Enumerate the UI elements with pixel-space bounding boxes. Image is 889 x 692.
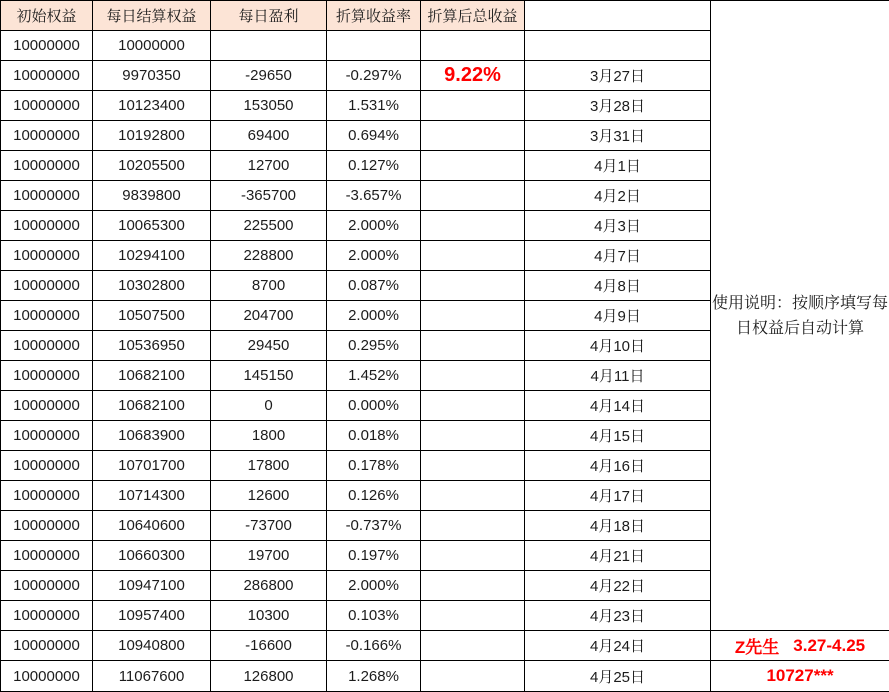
header-cell-converted-return-rate[interactable]: 折算收益率 bbox=[327, 1, 421, 31]
cell-converted-return-rate[interactable]: 2.000% bbox=[327, 571, 421, 601]
cell-date[interactable]: 4月22日 bbox=[525, 571, 711, 601]
cell-daily-profit[interactable]: 29450 bbox=[211, 331, 327, 361]
cell-converted-total-return[interactable] bbox=[421, 271, 525, 301]
cell-daily-profit[interactable]: 17800 bbox=[211, 451, 327, 481]
cell-converted-total-return[interactable] bbox=[421, 631, 525, 661]
cell-initial-equity[interactable]: 10000000 bbox=[1, 91, 93, 121]
cell-converted-total-return[interactable] bbox=[421, 451, 525, 481]
cell-daily-profit[interactable]: 19700 bbox=[211, 541, 327, 571]
cell-daily-profit[interactable]: 8700 bbox=[211, 271, 327, 301]
cell-daily-settlement-equity[interactable]: 10682100 bbox=[93, 361, 211, 391]
cell-converted-total-return[interactable] bbox=[421, 541, 525, 571]
header-cell-date-empty[interactable] bbox=[525, 1, 711, 31]
cell-daily-profit[interactable]: 10300 bbox=[211, 601, 327, 631]
cell-converted-return-rate[interactable] bbox=[327, 31, 421, 61]
cell-date[interactable] bbox=[525, 31, 711, 61]
cell-daily-settlement-equity[interactable]: 10940800 bbox=[93, 631, 211, 661]
cell-date[interactable]: 4月21日 bbox=[525, 541, 711, 571]
footer-account-number: 10727*** bbox=[766, 666, 834, 685]
cell-converted-total-return[interactable] bbox=[421, 241, 525, 271]
cell-daily-settlement-equity[interactable]: 10701700 bbox=[93, 451, 211, 481]
cell-daily-settlement-equity[interactable]: 11067600 bbox=[93, 661, 211, 691]
cell-initial-equity[interactable]: 10000000 bbox=[1, 211, 93, 241]
cell-converted-total-return[interactable] bbox=[421, 301, 525, 331]
cell-daily-profit[interactable]: -29650 bbox=[211, 61, 327, 91]
cell-daily-profit[interactable]: 286800 bbox=[211, 571, 327, 601]
cell-initial-equity[interactable]: 10000000 bbox=[1, 61, 93, 91]
cell-initial-equity[interactable]: 10000000 bbox=[1, 151, 93, 181]
cell-initial-equity[interactable]: 10000000 bbox=[1, 271, 93, 301]
cell-initial-equity[interactable]: 10000000 bbox=[1, 121, 93, 151]
cell-date[interactable]: 3月31日 bbox=[525, 121, 711, 151]
footer-owner-name: Z先生 bbox=[734, 638, 780, 657]
cell-daily-settlement-equity[interactable]: 9970350 bbox=[93, 61, 211, 91]
cell-converted-total-return[interactable] bbox=[421, 91, 525, 121]
cell-converted-return-rate[interactable]: -0.297% bbox=[327, 61, 421, 91]
cell-daily-profit[interactable]: 0 bbox=[211, 391, 327, 421]
cell-date[interactable]: 4月23日 bbox=[525, 601, 711, 631]
cell-converted-return-rate[interactable]: 2.000% bbox=[327, 301, 421, 331]
cell-daily-profit[interactable]: 69400 bbox=[211, 121, 327, 151]
cell-initial-equity[interactable]: 10000000 bbox=[1, 31, 93, 61]
cell-converted-total-return[interactable]: 9.22% bbox=[421, 61, 525, 91]
usage-note-line-2: 日权益后自动计算 bbox=[735, 319, 864, 337]
usage-note-line-1: 使用说明：按顺序填写每 bbox=[711, 294, 888, 312]
cell-daily-profit[interactable]: -73700 bbox=[211, 511, 327, 541]
cell-converted-total-return[interactable] bbox=[421, 661, 525, 691]
cell-daily-profit[interactable]: 228800 bbox=[211, 241, 327, 271]
cell-daily-settlement-equity[interactable]: 9839800 bbox=[93, 181, 211, 211]
cell-converted-return-rate[interactable]: 0.103% bbox=[327, 601, 421, 631]
cell-daily-profit[interactable]: 126800 bbox=[211, 661, 327, 691]
usage-note-cell[interactable] bbox=[711, 1, 889, 631]
cell-initial-equity[interactable]: 10000000 bbox=[1, 631, 93, 661]
cell-daily-settlement-equity[interactable]: 10640600 bbox=[93, 511, 211, 541]
cell-date[interactable]: 4月7日 bbox=[525, 241, 711, 271]
cell-daily-profit[interactable]: 12700 bbox=[211, 151, 327, 181]
cell-daily-settlement-equity[interactable]: 10714300 bbox=[93, 481, 211, 511]
header-cell-daily-settlement-equity[interactable]: 每日结算权益 bbox=[93, 1, 211, 31]
cell-date[interactable]: 4月1日 bbox=[525, 151, 711, 181]
cell-converted-total-return[interactable] bbox=[421, 121, 525, 151]
cell-converted-return-rate[interactable]: 0.018% bbox=[327, 421, 421, 451]
cell-converted-total-return[interactable] bbox=[421, 361, 525, 391]
cell-converted-return-rate[interactable]: -0.737% bbox=[327, 511, 421, 541]
cell-daily-settlement-equity[interactable]: 10192800 bbox=[93, 121, 211, 151]
cell-daily-profit[interactable]: 153050 bbox=[211, 91, 327, 121]
cell-daily-profit[interactable]: -16600 bbox=[211, 631, 327, 661]
cell-daily-profit[interactable]: 204700 bbox=[211, 301, 327, 331]
cell-date[interactable]: 3月28日 bbox=[525, 91, 711, 121]
cell-converted-return-rate[interactable]: 0.197% bbox=[327, 541, 421, 571]
cell-initial-equity[interactable]: 10000000 bbox=[1, 661, 93, 691]
cell-date[interactable]: 4月24日 bbox=[525, 631, 711, 661]
cell-initial-equity[interactable]: 10000000 bbox=[1, 421, 93, 451]
cell-date[interactable]: 4月14日 bbox=[525, 391, 711, 421]
cell-converted-total-return[interactable] bbox=[421, 181, 525, 211]
cell-daily-profit[interactable] bbox=[211, 31, 327, 61]
cell-converted-return-rate[interactable]: 0.087% bbox=[327, 271, 421, 301]
cell-initial-equity[interactable]: 10000000 bbox=[1, 481, 93, 511]
cell-date[interactable]: 4月18日 bbox=[525, 511, 711, 541]
cell-date[interactable]: 4月3日 bbox=[525, 211, 711, 241]
cell-initial-equity[interactable]: 10000000 bbox=[1, 601, 93, 631]
cell-converted-total-return[interactable] bbox=[421, 391, 525, 421]
cell-daily-settlement-equity[interactable]: 10294100 bbox=[93, 241, 211, 271]
cell-date[interactable]: 4月9日 bbox=[525, 301, 711, 331]
cell-daily-settlement-equity[interactable]: 10682100 bbox=[93, 391, 211, 421]
cell-daily-settlement-equity[interactable]: 10507500 bbox=[93, 301, 211, 331]
cell-converted-return-rate[interactable]: 0.694% bbox=[327, 121, 421, 151]
cell-initial-equity[interactable]: 10000000 bbox=[1, 391, 93, 421]
cell-converted-return-rate[interactable]: 0.178% bbox=[327, 451, 421, 481]
cell-initial-equity[interactable]: 10000000 bbox=[1, 241, 93, 271]
cell-initial-equity[interactable]: 10000000 bbox=[1, 181, 93, 211]
cell-daily-settlement-equity[interactable]: 10065300 bbox=[93, 211, 211, 241]
cell-date[interactable]: 4月16日 bbox=[525, 451, 711, 481]
cell-daily-settlement-equity[interactable]: 10947100 bbox=[93, 571, 211, 601]
cell-initial-equity[interactable]: 10000000 bbox=[1, 301, 93, 331]
header-cell-initial-equity[interactable]: 初始权益 bbox=[1, 1, 93, 31]
cell-converted-return-rate[interactable]: 1.531% bbox=[327, 91, 421, 121]
cell-converted-total-return[interactable] bbox=[421, 421, 525, 451]
cell-converted-return-rate[interactable]: 0.000% bbox=[327, 391, 421, 421]
cell-daily-settlement-equity[interactable]: 10683900 bbox=[93, 421, 211, 451]
cell-daily-profit[interactable]: 1800 bbox=[211, 421, 327, 451]
cell-initial-equity[interactable]: 10000000 bbox=[1, 511, 93, 541]
cell-converted-return-rate[interactable]: 1.268% bbox=[327, 661, 421, 691]
cell-converted-return-rate[interactable]: 1.452% bbox=[327, 361, 421, 391]
cell-initial-equity[interactable]: 10000000 bbox=[1, 361, 93, 391]
footer-owner-cell[interactable] bbox=[711, 631, 889, 661]
cell-date[interactable]: 4月17日 bbox=[525, 481, 711, 511]
footer-account-cell[interactable] bbox=[711, 661, 889, 691]
cell-daily-settlement-equity[interactable]: 10660300 bbox=[93, 541, 211, 571]
cell-date[interactable]: 4月8日 bbox=[525, 271, 711, 301]
cell-converted-total-return[interactable] bbox=[421, 511, 525, 541]
footer-period: 3.27-4.25 bbox=[793, 635, 866, 655]
cell-daily-settlement-equity[interactable]: 10205500 bbox=[93, 151, 211, 181]
cell-converted-return-rate[interactable]: 0.295% bbox=[327, 331, 421, 361]
cell-daily-profit[interactable]: 225500 bbox=[211, 211, 327, 241]
cell-initial-equity[interactable]: 10000000 bbox=[1, 331, 93, 361]
cell-date[interactable]: 4月25日 bbox=[525, 661, 711, 691]
cell-daily-settlement-equity[interactable]: 10957400 bbox=[93, 601, 211, 631]
cell-daily-profit[interactable]: 12600 bbox=[211, 481, 327, 511]
header-cell-daily-profit[interactable]: 每日盈利 bbox=[211, 1, 327, 31]
cell-converted-return-rate[interactable]: -3.657% bbox=[327, 181, 421, 211]
cell-converted-total-return[interactable] bbox=[421, 481, 525, 511]
cell-date[interactable]: 3月27日 bbox=[525, 61, 711, 91]
cell-daily-settlement-equity[interactable]: 10123400 bbox=[93, 91, 211, 121]
cell-initial-equity[interactable]: 10000000 bbox=[1, 541, 93, 571]
cell-daily-profit[interactable]: -365700 bbox=[211, 181, 327, 211]
cell-converted-return-rate[interactable]: 0.126% bbox=[327, 481, 421, 511]
cell-converted-total-return[interactable] bbox=[421, 601, 525, 631]
cell-date[interactable]: 4月2日 bbox=[525, 181, 711, 211]
cell-converted-return-rate[interactable]: 0.127% bbox=[327, 151, 421, 181]
cell-daily-settlement-equity[interactable]: 10302800 bbox=[93, 271, 211, 301]
cell-converted-return-rate[interactable]: 2.000% bbox=[327, 241, 421, 271]
cell-date[interactable]: 4月10日 bbox=[525, 331, 711, 361]
cell-initial-equity[interactable]: 10000000 bbox=[1, 451, 93, 481]
cell-converted-total-return[interactable] bbox=[421, 211, 525, 241]
cell-date[interactable]: 4月15日 bbox=[525, 421, 711, 451]
cell-converted-total-return[interactable] bbox=[421, 331, 525, 361]
cell-converted-return-rate[interactable]: -0.166% bbox=[327, 631, 421, 661]
cell-converted-return-rate[interactable]: 2.000% bbox=[327, 211, 421, 241]
cell-initial-equity[interactable]: 10000000 bbox=[1, 571, 93, 601]
cell-daily-settlement-equity[interactable]: 10000000 bbox=[93, 31, 211, 61]
cell-date[interactable]: 4月11日 bbox=[525, 361, 711, 391]
header-cell-converted-total-return[interactable]: 折算后总收益 bbox=[421, 1, 525, 31]
cell-daily-profit[interactable]: 145150 bbox=[211, 361, 327, 391]
cell-converted-total-return[interactable] bbox=[421, 571, 525, 601]
cell-converted-total-return[interactable] bbox=[421, 151, 525, 181]
cell-daily-settlement-equity[interactable]: 10536950 bbox=[93, 331, 211, 361]
cell-converted-total-return[interactable] bbox=[421, 31, 525, 61]
